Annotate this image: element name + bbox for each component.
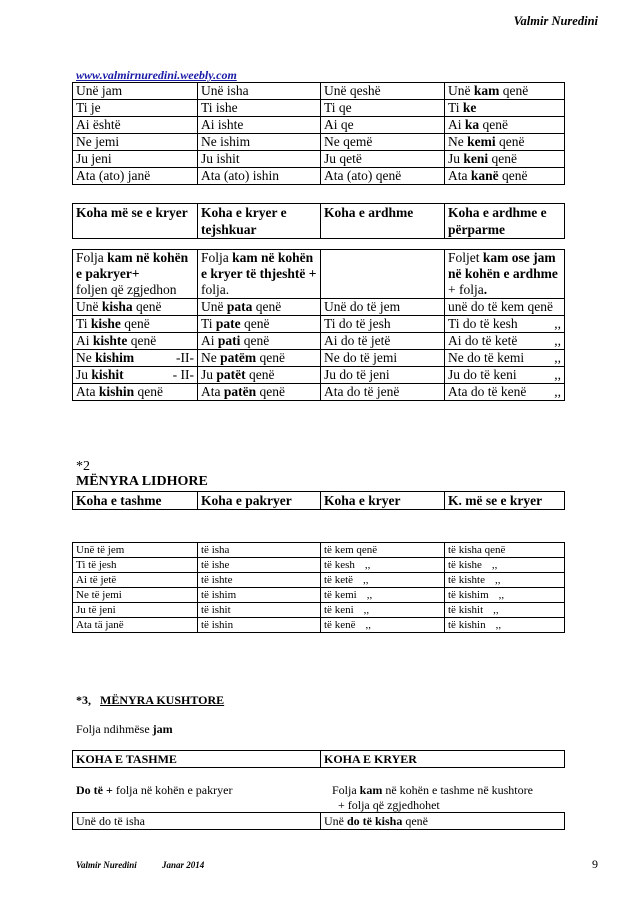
table-cell [198,316,321,333]
cell-text: Ju do të keni [448,367,517,382]
rule-cell-1: Folja kam në kohën e pakryer+ foljen që zgjedhon [73,250,198,299]
rule-cell-4: Foljet kam ose jam në kohën e ardhme + folja. [445,250,565,299]
cell-bold: pati [217,333,241,348]
table-cell [198,350,321,367]
cell-bold: kishit [91,367,124,382]
table-row [73,350,565,367]
cell-text: Ju [448,151,464,166]
cell-text: qenë [488,151,518,166]
cell-text: qenë [127,333,157,348]
cell-bold: kishte [92,333,128,348]
table-cell [198,100,321,117]
cell-text: të kenë [324,619,356,631]
cell-text: Ju [201,367,217,382]
cell-text: Ai ishte [201,117,244,132]
header-koha-me-se-e-kryer: Koha më se e kryer [73,204,198,239]
section-2-number: *2 [76,459,90,474]
table-cell: të ishim [198,588,321,603]
table-row [73,100,565,117]
table-cell [321,134,445,151]
cell-text: Ata (ato) qenë [324,168,402,183]
cell-text: Unë jam [76,83,123,98]
table-row [73,558,565,573]
table-cell [321,618,445,633]
cell-bold: pata [226,299,253,314]
cell-text: Ne do të kemi [448,350,525,365]
cell-bold: pate [215,316,241,331]
cell-text: Ti [76,316,91,331]
cell-text: Ai [448,117,465,132]
table-cell [445,588,565,603]
cell-bold: kishe [90,316,121,331]
cell-text: qenë [132,299,162,314]
table-cell [73,350,198,367]
cell-mark: ,, [493,604,499,616]
cell-text: të kishte [448,574,485,586]
table-cell: Ne të jemi [73,588,198,603]
kushtore-example-perfect: Unë do të kisha qenë [321,813,565,830]
lidhore-conjugation-table [72,542,565,633]
header-k-me-se-e-kryer: K. më se e kryer [445,492,565,510]
tense-conjugation-table [72,249,565,401]
table-cell [198,151,321,168]
table-cell: Ju të jeni [73,603,198,618]
table-cell [73,299,198,316]
table-cell [73,117,198,134]
table-row [73,299,565,316]
table-cell: Ju do të jeni [321,367,445,384]
header-koha-e-ardhme-perparme: Koha e ardhme e përparme [445,204,565,239]
cell-text: të kemi [324,589,357,601]
cell-text: Ti qe [324,100,352,115]
cell-text: Ata [201,384,224,399]
kushtore-perfect-rule: Folja kam në kohën e tashme në kushtore + folja që zgjedhohet [332,783,533,812]
cell-text: qenë [479,117,508,132]
table-cell [445,367,565,384]
table-cell: Ti do të jesh [321,316,445,333]
cell-text: qenë [240,333,270,348]
table-cell [73,151,198,168]
table-row [73,83,565,100]
cell-text: qenë [256,350,285,365]
table-cell [73,384,198,401]
cell-mark: ,, [491,559,498,571]
cell-text: Unë qeshë [324,83,381,98]
table-cell [198,333,321,350]
table-cell [445,316,565,333]
table-cell [321,83,445,100]
cell-text: Ne [76,350,96,365]
cell-text: Ai qe [324,117,354,132]
table-cell [321,588,445,603]
table-cell [321,117,445,134]
cell-text: Ai [201,333,218,348]
cell-mark: ,, [363,574,369,586]
cell-bold: patën [223,384,257,399]
cell-bold: kanë [470,168,499,183]
table-row [73,367,565,384]
cell-text: Unë [448,83,474,98]
table-row [73,384,565,401]
table-row [73,316,565,333]
table-cell: të ishe [198,558,321,573]
header-koha-e-ardhme: Koha e ardhme [321,204,445,239]
table-row [73,603,565,618]
table-cell [445,168,565,185]
cell-text: Ata (ato) ishin [201,168,279,183]
table-row [73,588,565,603]
table-cell: të isha [198,543,321,558]
table-cell [198,83,321,100]
tense-header-table [72,203,565,239]
table-cell: të ishte [198,573,321,588]
cell-text: qenë [256,384,285,399]
cell-text: Ne [448,134,468,149]
table-cell: Ti të jesh [73,558,198,573]
table-cell [198,117,321,134]
cell-mark: ,, [554,350,561,365]
cell-text: Ne qemë [324,134,373,149]
cell-bold: kishin [98,384,135,399]
verb-jam-kam-table [72,82,565,185]
cell-text: Ne ishim [201,134,251,149]
table-row [73,151,565,168]
cell-mark: ,, [498,589,505,601]
cell-text: Ju ishit [201,151,240,166]
header-koha-e-kryer-tejshkuar: Koha e kryer e tejshkuar [198,204,321,239]
table-row [73,618,565,633]
cell-mark: ,, [364,559,371,571]
table-cell [445,100,565,117]
section-2-title: MËNYRA LIDHORE [76,474,208,489]
cell-text: qenë [499,83,529,98]
cell-bold: keni [463,151,489,166]
cell-text: Ti ishe [201,100,238,115]
table-cell [321,151,445,168]
cell-text: Unë isha [201,83,249,98]
header-koha-e-tashme-kushtore: KOHA E TASHME [73,751,321,768]
table-cell: Ata tä janë [73,618,198,633]
cell-text: Ne [201,350,221,365]
cell-text: të kishit [448,604,484,616]
cell-mark: ,, [554,333,561,348]
page-header-author: Valmir Nuredini [513,14,598,28]
cell-text: Ata [448,168,471,183]
cell-text: Ti [201,316,216,331]
table-cell: Unë të jem [73,543,198,558]
table-cell [198,134,321,151]
section-3-title: *3, MËNYRA KUSHTORE [76,693,225,707]
table-cell [73,168,198,185]
rule-cell-3 [321,250,445,299]
cell-text: qenë [495,134,525,149]
cell-bold: ke [462,100,477,115]
cell-text: Ju [76,367,92,382]
rule-cell-2: Folja kam në kohën e kryer të thjeshtë + folja. [198,250,321,299]
table-cell [73,316,198,333]
cell-text: të kisha qenë [448,544,506,556]
table-cell [73,100,198,117]
table-row [73,573,565,588]
kushtore-example-table [72,812,565,830]
table-cell: Ai do të jetë [321,333,445,350]
kushtore-example-present: Unë do të isha [73,813,321,830]
cell-bold: kemi [467,134,496,149]
cell-text: Ti [448,100,463,115]
table-cell: Ai të jetë [73,573,198,588]
cell-text: të kishim [448,589,489,601]
table-cell: të ishin [198,618,321,633]
table-cell [198,168,321,185]
cell-text: Ju jeni [76,151,112,166]
table-cell [198,299,321,316]
cell-bold: patëm [220,350,257,365]
table-cell: Ata do të jenë [321,384,445,401]
cell-bold: ka [464,117,480,132]
lidhore-header-table [72,491,565,510]
kushtore-header-table [72,750,565,768]
table-cell [445,83,565,100]
table-cell [73,83,198,100]
table-row [73,333,565,350]
footer-date: Janar 2014 [162,860,205,870]
cell-text: Ti je [76,100,101,115]
cell-text: qenë [245,367,275,382]
cell-mark: - II- [172,367,194,382]
table-cell [321,168,445,185]
cell-bold: kishim [95,350,135,365]
cell-text: Unë [76,299,102,314]
cell-mark: ,, [554,384,561,399]
cell-text: Ai është [76,117,121,132]
cell-text: Ne jemi [76,134,120,149]
cell-mark: ,, [494,574,501,586]
cell-text: të keni [324,604,354,616]
cell-text: të kishe [448,559,482,571]
cell-text: qenë [120,316,150,331]
cell-text: të kem qenë [324,544,378,556]
table-cell: Unë do të jem [321,299,445,316]
table-cell [73,134,198,151]
cell-text: Ti do të kesh [448,316,518,331]
cell-text: Ata do të kenë [448,384,527,399]
table-cell [73,367,198,384]
table-cell [198,384,321,401]
auxiliary-verb-note: Folja ndihmëse jam [76,722,173,736]
table-cell [445,384,565,401]
table-cell [445,603,565,618]
table-cell [445,117,565,134]
footer-author: Valmir Nuredini [76,860,137,870]
website-link[interactable]: www.valmirnuredini.weebly.com [76,68,237,82]
cell-mark: ,, [365,619,371,631]
table-cell [198,367,321,384]
table-cell [73,333,198,350]
table-cell [445,151,565,168]
cell-text: Ai [76,333,93,348]
cell-text: qenë [240,316,270,331]
table-row [73,168,565,185]
cell-bold: kisha [101,299,133,314]
cell-text: qenë [134,384,164,399]
cell-mark: ,, [495,619,502,631]
header-koha-e-pakryer: Koha e pakryer [198,492,321,510]
cell-text: të kesh [324,559,355,571]
table-cell: të ishit [198,603,321,618]
table-row [73,117,565,134]
table-cell [445,558,565,573]
cell-bold: kam [473,83,500,98]
table-cell [445,543,565,558]
cell-text: qenë [498,168,528,183]
table-row [73,543,565,558]
table-cell [445,333,565,350]
header-koha-e-tashme: Koha e tashme [73,492,198,510]
kushtore-present-rule: Do të + folja në kohën e pakryer [76,783,233,797]
header-koha-e-kryer: Koha e kryer [321,492,445,510]
page-number: 9 [592,857,598,871]
cell-text: të kishin [448,619,486,631]
cell-bold: patët [216,367,246,382]
cell-text: të ketë [324,574,354,586]
table-cell [321,573,445,588]
table-cell [321,558,445,573]
table-cell [321,100,445,117]
cell-text: Unë [201,299,227,314]
header-koha-e-kryer-kushtore: KOHA E KRYER [321,751,565,768]
cell-text: unë do të kem qenë [448,299,553,314]
cell-text: qenë [252,299,282,314]
table-cell [321,603,445,618]
table-cell [445,134,565,151]
cell-text: Ata [76,384,99,399]
cell-mark: -II- [176,350,194,365]
table-row [73,134,565,151]
table-cell [445,299,565,316]
cell-text: Ai do të ketë [448,333,518,348]
cell-text: Ju qetë [324,151,362,166]
table-cell [321,543,445,558]
cell-mark: ,, [366,589,373,601]
table-cell [445,618,565,633]
cell-text: Ata (ato) janë [76,168,151,183]
table-cell: Ne do të jemi [321,350,445,367]
cell-mark: ,, [554,367,561,382]
cell-mark: ,, [554,316,561,331]
cell-mark: ,, [363,604,370,616]
table-cell [445,573,565,588]
table-cell [445,350,565,367]
